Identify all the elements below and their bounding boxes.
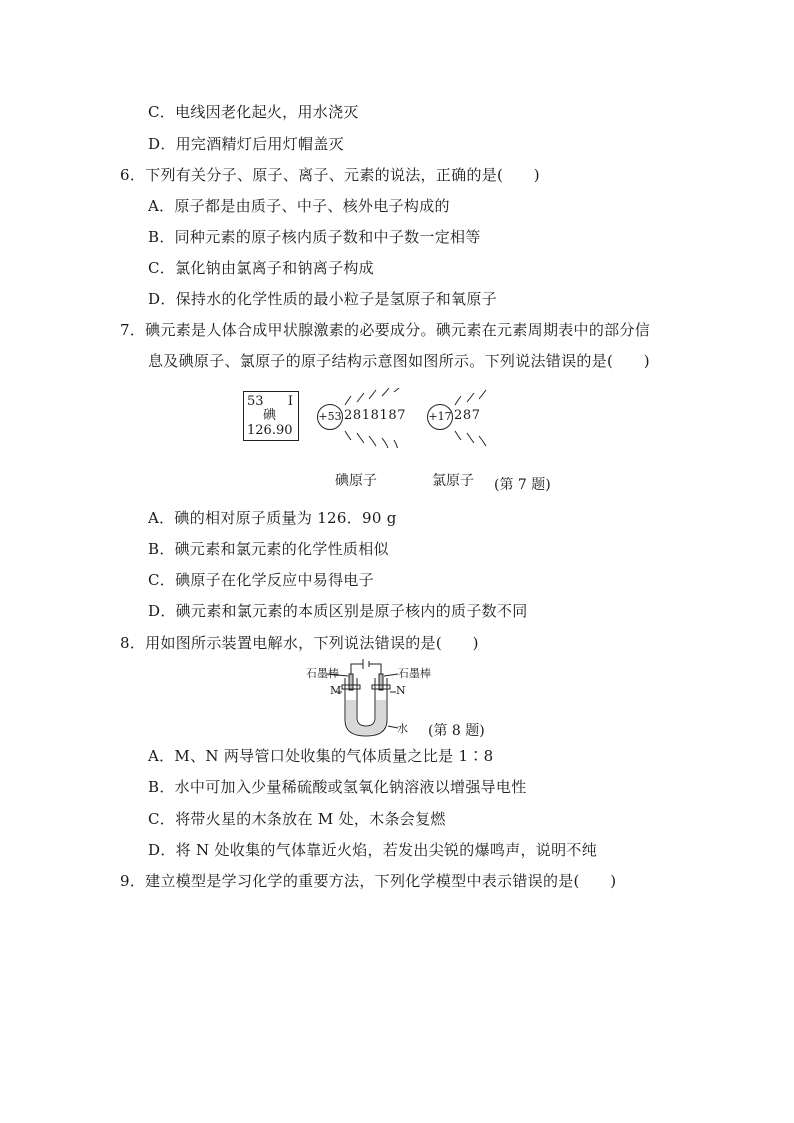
iodine-nucleus: +53 [317, 404, 343, 430]
q7-option-c: C．碘原子在化学反应中易得电子 [148, 571, 374, 589]
q7-figure [240, 388, 560, 498]
q7-option-b: B．碘元素和氯元素的化学性质相似 [148, 540, 389, 558]
q8-option-d: D．将 N 处收集的气体靠近火焰，若发出尖锐的爆鸣声，说明不纯 [148, 841, 597, 859]
q8-option-b: B．水中可加入少量稀硫酸或氢氧化钠溶液以增强导电性 [148, 778, 527, 796]
q7-figure-caption: (第 7 题) [494, 477, 551, 493]
water-label: 水 [397, 722, 408, 735]
q7-stem-line1: 7．碘元素是人体合成甲状腺激素的必要成分。碘元素在元素周期表中的部分信 [120, 321, 651, 339]
iodine-atom-label: 碘原子 [335, 473, 377, 489]
q7-option-a: A．碘的相对原子质量为 126．90 g [148, 509, 397, 527]
q8-option-c: C．将带火星的木条放在 M 处，木条会复燃 [148, 810, 446, 828]
left-electrode-label: 石墨棒 [306, 667, 339, 680]
periodic-table-cell [243, 391, 299, 441]
chlorine-electron-shells: 287 [454, 408, 481, 423]
q7-option-d: D．碘元素和氯元素的本质区别是原子核内的质子数不同 [148, 602, 528, 620]
q5-option-d: D．用完酒精灯后用灯帽盖灭 [148, 135, 344, 153]
q7-stem-line2: 息及碘原子、氯原子的原子结构示意图如图所示。下列说法错误的是( ) [148, 352, 650, 370]
q8-figure [300, 656, 500, 742]
atomic-number: 53 [247, 394, 264, 409]
chlorine-atom-label: 氯原子 [432, 473, 474, 489]
q8-stem: 8．用如图所示装置电解水，下列说法错误的是( ) [120, 634, 479, 652]
tube-m-label: M [330, 684, 342, 697]
element-name: 碘 [263, 408, 277, 423]
q6-option-b: B．同种元素的原子核内质子数和中子数一定相等 [148, 228, 481, 246]
q6-option-d: D．保持水的化学性质的最小粒子是氢原子和氧原子 [148, 290, 497, 308]
iodine-shell-arcs [340, 388, 410, 448]
q9-stem: 9．建立模型是学习化学的重要方法，下列化学模型中表示错误的是( ) [120, 872, 617, 890]
tube-n-label: N [396, 684, 406, 697]
q6-option-c: C．氯化钠由氯离子和钠离子构成 [148, 259, 374, 277]
iodine-electron-shells: 2818187 [344, 408, 407, 423]
chlorine-shell-arcs [450, 388, 490, 448]
right-electrode-label: 石墨棒 [398, 667, 431, 680]
q8-option-a: A．M、N 两导管口处收集的气体质量之比是 1∶8 [148, 747, 494, 765]
atomic-mass: 126.90 [247, 423, 293, 438]
q6-option-a: A．原子都是由质子、中子、核外电子构成的 [148, 197, 450, 215]
q5-option-c: C．电线因老化起火，用水浇灭 [148, 103, 359, 121]
chlorine-nucleus: +17 [427, 404, 453, 430]
element-symbol: I [287, 394, 293, 409]
q6-stem: 6．下列有关分子、原子、离子、元素的说法，正确的是( ) [120, 166, 540, 184]
q8-figure-caption: (第 8 题) [428, 723, 485, 739]
